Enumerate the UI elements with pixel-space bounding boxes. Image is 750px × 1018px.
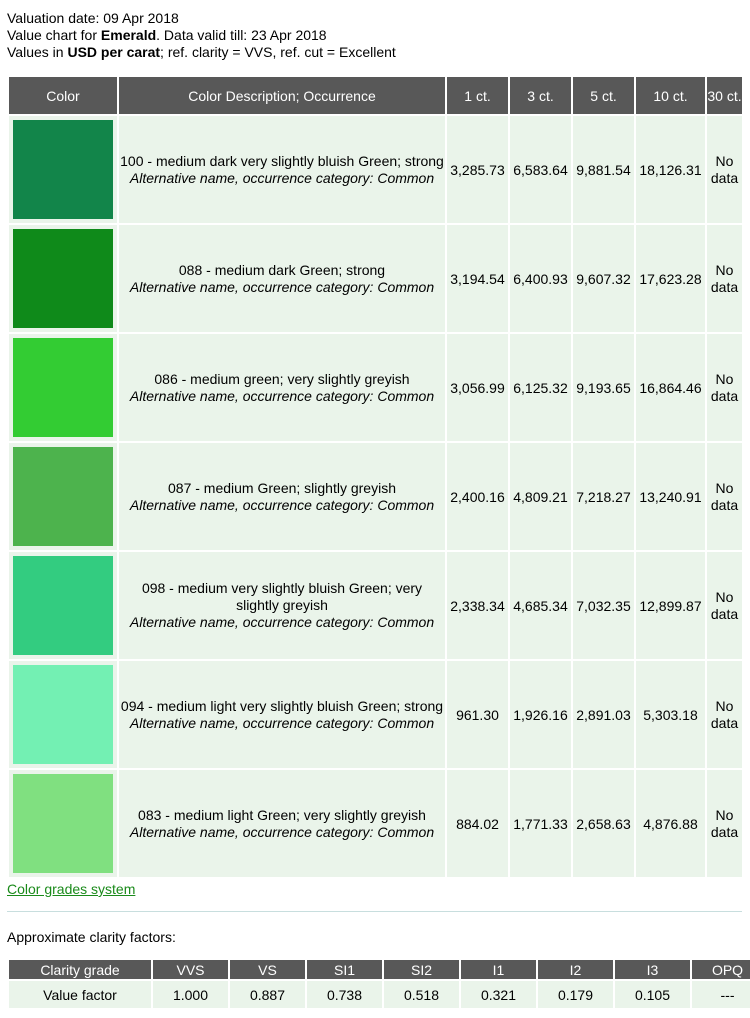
color-swatch bbox=[13, 556, 113, 655]
occurrence-note: Alternative name, occurrence category: Common bbox=[129, 614, 435, 630]
color-grade-name: 088 - medium dark Green; strong bbox=[178, 261, 386, 278]
table-row bbox=[9, 116, 742, 223]
col-1ct: 1 ct. bbox=[447, 77, 508, 114]
units-line: Values in USD per carat; ref. clarity = VVS, ref. cut = Excellent bbox=[7, 44, 396, 60]
value-3ct: 1,926.16 bbox=[510, 661, 571, 768]
color-swatch-cell bbox=[9, 116, 117, 223]
clarity-value-cell: 0.321 bbox=[461, 981, 536, 1008]
color-swatch-cell bbox=[9, 225, 117, 332]
value-5ct: 7,218.27 bbox=[573, 443, 634, 550]
clarity-value-cell: 0.518 bbox=[384, 981, 459, 1008]
color-swatch bbox=[13, 229, 113, 328]
valuation-date: Valuation date: 09 Apr 2018 bbox=[7, 10, 179, 26]
color-description bbox=[119, 116, 445, 223]
table-row bbox=[9, 661, 742, 768]
table-row bbox=[9, 552, 742, 659]
clarity-value-cell: 0.179 bbox=[538, 981, 613, 1008]
clarity-title: Approximate clarity factors: bbox=[7, 929, 176, 945]
value-1ct: 884.02 bbox=[447, 770, 508, 877]
color-grade-name: 098 - medium very slightly bluish Green; very slightly greyish bbox=[141, 580, 423, 613]
clarity-header-cell: SI1 bbox=[307, 960, 382, 979]
value-3ct: 6,400.93 bbox=[510, 225, 571, 332]
col-10ct: 10 ct. bbox=[636, 77, 705, 114]
value-5ct: 9,881.54 bbox=[573, 116, 634, 223]
value-3ct: 4,685.34 bbox=[510, 552, 571, 659]
valuation-header bbox=[7, 10, 396, 61]
table-row bbox=[9, 770, 742, 877]
col-color: Color bbox=[9, 77, 117, 114]
color-grade-name: 100 - medium dark very slightly bluish Green; strong bbox=[120, 152, 444, 169]
color-grade-name: 083 - medium light Green; very slightly greyish bbox=[138, 806, 426, 823]
value-1ct: 2,338.34 bbox=[447, 552, 508, 659]
clarity-table bbox=[7, 958, 750, 1010]
table-row bbox=[9, 225, 742, 332]
clarity-header-row bbox=[9, 960, 750, 979]
clarity-header-cell: I3 bbox=[615, 960, 690, 979]
currency-unit: USD per carat bbox=[67, 44, 161, 60]
clarity-value-cell: 0.105 bbox=[615, 981, 690, 1008]
value-30ct: No data bbox=[707, 334, 742, 441]
value-1ct: 3,194.54 bbox=[447, 225, 508, 332]
clarity-header-cell: I1 bbox=[461, 960, 536, 979]
occurrence-note: Alternative name, occurrence category: Common bbox=[129, 278, 435, 295]
clarity-value-cell: --- bbox=[692, 981, 750, 1008]
value-10ct: 17,623.28 bbox=[636, 225, 705, 332]
value-10ct: 12,899.87 bbox=[636, 552, 705, 659]
chart-title-line: Value chart for Emerald. Data valid till: 23 Apr 2018 bbox=[7, 27, 327, 43]
clarity-values-row bbox=[9, 981, 750, 1008]
value-1ct: 961.30 bbox=[447, 661, 508, 768]
value-10ct: 5,303.18 bbox=[636, 661, 705, 768]
color-grade-name: 087 - medium Green; slightly greyish bbox=[168, 479, 396, 496]
value-10ct: 18,126.31 bbox=[636, 116, 705, 223]
value-10ct: 4,876.88 bbox=[636, 770, 705, 877]
value-3ct: 6,583.64 bbox=[510, 116, 571, 223]
col-3ct: 3 ct. bbox=[510, 77, 571, 114]
table-row bbox=[9, 443, 742, 550]
clarity-header-cell: OPQ bbox=[692, 960, 750, 979]
color-swatch bbox=[13, 120, 113, 219]
valuation-table bbox=[7, 75, 744, 879]
value-5ct: 9,607.32 bbox=[573, 225, 634, 332]
color-grades-link[interactable]: Color grades system bbox=[7, 881, 136, 897]
clarity-value-cell: 1.000 bbox=[153, 981, 228, 1008]
col-30ct: 30 ct. bbox=[707, 77, 742, 114]
value-30ct: No data bbox=[707, 770, 742, 877]
clarity-header-cell: VS bbox=[230, 960, 305, 979]
color-swatch-cell bbox=[9, 443, 117, 550]
col-5ct: 5 ct. bbox=[573, 77, 634, 114]
occurrence-note: Alternative name, occurrence category: Common bbox=[129, 714, 435, 731]
clarity-header-cell: Clarity grade bbox=[9, 960, 151, 979]
color-swatch bbox=[13, 774, 113, 873]
clarity-header-cell: I2 bbox=[538, 960, 613, 979]
occurrence-note: Alternative name, occurrence category: Common bbox=[129, 387, 435, 404]
value-10ct: 16,864.46 bbox=[636, 334, 705, 441]
color-swatch bbox=[13, 665, 113, 764]
value-1ct: 3,285.73 bbox=[447, 116, 508, 223]
value-30ct: No data bbox=[707, 443, 742, 550]
value-30ct: No data bbox=[707, 225, 742, 332]
value-1ct: 2,400.16 bbox=[447, 443, 508, 550]
value-3ct: 1,771.33 bbox=[510, 770, 571, 877]
color-swatch bbox=[13, 447, 113, 546]
value-30ct: No data bbox=[707, 116, 742, 223]
clarity-value-cell: 0.738 bbox=[307, 981, 382, 1008]
color-description bbox=[119, 334, 445, 441]
value-5ct: 2,891.03 bbox=[573, 661, 634, 768]
clarity-value-cell: Value factor bbox=[9, 981, 151, 1008]
value-30ct: No data bbox=[707, 552, 742, 659]
color-description bbox=[119, 552, 445, 659]
color-description bbox=[119, 661, 445, 768]
occurrence-note: Alternative name, occurrence category: Common bbox=[129, 496, 435, 513]
occurrence-note: Alternative name, occurrence category: Common bbox=[129, 823, 435, 840]
occurrence-note: Alternative name, occurrence category: Common bbox=[129, 169, 435, 186]
valuation-table-header bbox=[9, 77, 742, 114]
color-swatch-cell bbox=[9, 770, 117, 877]
col-description: Color Description; Occurrence bbox=[119, 77, 445, 114]
value-10ct: 13,240.91 bbox=[636, 443, 705, 550]
divider bbox=[7, 911, 742, 912]
color-swatch bbox=[13, 338, 113, 437]
clarity-header-cell: VVS bbox=[153, 960, 228, 979]
gem-name: Emerald bbox=[100, 27, 157, 43]
value-3ct: 6,125.32 bbox=[510, 334, 571, 441]
color-swatch-cell bbox=[9, 552, 117, 659]
clarity-header-cell: SI2 bbox=[384, 960, 459, 979]
value-5ct: 9,193.65 bbox=[573, 334, 634, 441]
value-3ct: 4,809.21 bbox=[510, 443, 571, 550]
value-5ct: 2,658.63 bbox=[573, 770, 634, 877]
color-grade-name: 086 - medium green; very slightly greyish bbox=[154, 370, 410, 387]
table-row bbox=[9, 334, 742, 441]
value-5ct: 7,032.35 bbox=[573, 552, 634, 659]
value-30ct: No data bbox=[707, 661, 742, 768]
color-swatch-cell bbox=[9, 661, 117, 768]
color-description bbox=[119, 225, 445, 332]
color-grade-name: 094 - medium light very slightly bluish Green; strong bbox=[120, 697, 444, 714]
value-1ct: 3,056.99 bbox=[447, 334, 508, 441]
clarity-value-cell: 0.887 bbox=[230, 981, 305, 1008]
color-swatch-cell bbox=[9, 334, 117, 441]
color-description bbox=[119, 443, 445, 550]
color-description bbox=[119, 770, 445, 877]
